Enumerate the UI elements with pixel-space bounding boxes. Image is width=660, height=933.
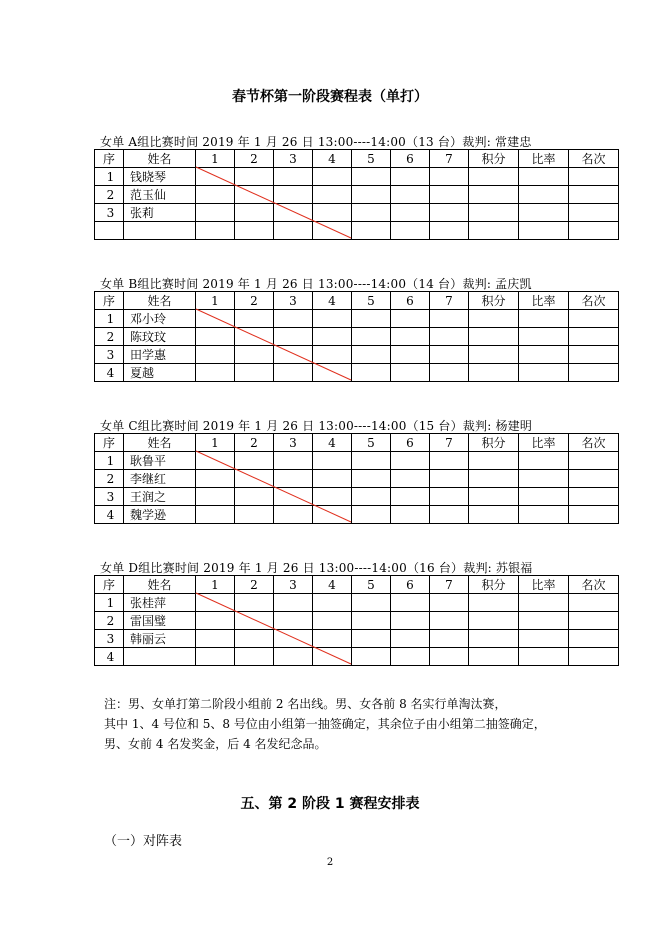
score-cell [352, 452, 391, 470]
score-cell [391, 186, 430, 204]
score-cell [313, 506, 352, 524]
score-cell [469, 648, 519, 666]
score-cell [196, 346, 235, 364]
column-header: 1 [196, 292, 235, 310]
column-header: 积分 [469, 434, 519, 452]
score-cell [196, 168, 235, 186]
score-cell [313, 204, 352, 222]
score-cell [235, 594, 274, 612]
score-cell [352, 648, 391, 666]
column-header: 4 [313, 434, 352, 452]
score-cell [430, 630, 469, 648]
column-header: 5 [352, 292, 391, 310]
group-a-table [94, 149, 619, 240]
score-cell [519, 630, 569, 648]
seq-cell: 1 [95, 310, 124, 328]
table-row [95, 310, 619, 328]
group-c-header: 女单 C组比赛时间 2019 年 1 月 26 日 13:00----14:00（15 台）裁判: 杨建明 [100, 419, 533, 433]
sub-title: （一）对阵表 [104, 834, 183, 849]
column-header: 7 [430, 576, 469, 594]
column-header: 6 [391, 434, 430, 452]
column-header: 7 [430, 292, 469, 310]
score-cell [519, 506, 569, 524]
note-line-1: 注：男、女单打第二阶段小组前 2 名出线。男、女各前 8 名实行单淘汰赛， [104, 697, 507, 711]
score-cell [569, 612, 619, 630]
score-cell [196, 204, 235, 222]
score-cell [196, 222, 235, 240]
score-cell [235, 186, 274, 204]
score-cell [235, 168, 274, 186]
seq-cell: 2 [95, 328, 124, 346]
column-header: 4 [313, 576, 352, 594]
seq-cell: 3 [95, 204, 124, 222]
player-name-cell: 范玉仙 [124, 186, 196, 204]
score-cell [235, 328, 274, 346]
column-header: 比率 [519, 434, 569, 452]
score-cell [196, 186, 235, 204]
player-name-cell: 雷国璧 [124, 612, 196, 630]
score-cell [274, 310, 313, 328]
score-cell [352, 470, 391, 488]
score-cell [352, 328, 391, 346]
score-cell [569, 452, 619, 470]
score-cell [352, 612, 391, 630]
score-cell [569, 222, 619, 240]
column-header: 名次 [569, 576, 619, 594]
score-cell [519, 222, 569, 240]
column-header: 名次 [569, 434, 619, 452]
score-cell [196, 328, 235, 346]
score-cell [391, 452, 430, 470]
score-cell [196, 488, 235, 506]
column-header: 2 [235, 292, 274, 310]
score-cell [391, 328, 430, 346]
player-name-cell: 韩丽云 [124, 630, 196, 648]
column-header: 5 [352, 150, 391, 168]
score-cell [519, 594, 569, 612]
player-name-cell: 陈玟玟 [124, 328, 196, 346]
seq-cell: 4 [95, 648, 124, 666]
score-cell [391, 168, 430, 186]
score-cell [391, 364, 430, 382]
seq-cell: 1 [95, 452, 124, 470]
score-cell [469, 364, 519, 382]
score-cell [569, 488, 619, 506]
score-cell [469, 204, 519, 222]
score-cell [313, 310, 352, 328]
column-header: 7 [430, 434, 469, 452]
score-cell [352, 310, 391, 328]
player-name-cell: 王润之 [124, 488, 196, 506]
score-cell [469, 310, 519, 328]
column-header: 积分 [469, 292, 519, 310]
score-cell [519, 186, 569, 204]
score-cell [313, 594, 352, 612]
score-cell [196, 630, 235, 648]
column-header: 比率 [519, 150, 569, 168]
score-cell [313, 452, 352, 470]
column-header: 名次 [569, 150, 619, 168]
score-cell [430, 310, 469, 328]
player-name-cell: 夏越 [124, 364, 196, 382]
score-cell [469, 630, 519, 648]
score-cell [274, 346, 313, 364]
column-header: 序 [95, 576, 124, 594]
table-header-row [95, 292, 619, 310]
score-cell [519, 452, 569, 470]
score-cell [391, 630, 430, 648]
score-cell [469, 488, 519, 506]
score-cell [519, 328, 569, 346]
score-cell [519, 168, 569, 186]
score-cell [235, 364, 274, 382]
score-cell [569, 204, 619, 222]
score-cell [274, 648, 313, 666]
player-name-cell [124, 648, 196, 666]
column-header: 3 [274, 150, 313, 168]
score-cell [469, 346, 519, 364]
score-cell [469, 328, 519, 346]
score-cell [519, 488, 569, 506]
score-cell [519, 204, 569, 222]
score-cell [569, 310, 619, 328]
column-header: 7 [430, 150, 469, 168]
table-row [95, 364, 619, 382]
score-cell [430, 506, 469, 524]
score-cell [235, 630, 274, 648]
score-cell [569, 594, 619, 612]
score-cell [352, 222, 391, 240]
column-header: 1 [196, 434, 235, 452]
table-row [95, 594, 619, 612]
seq-cell: 1 [95, 594, 124, 612]
score-cell [469, 222, 519, 240]
seq-cell: 1 [95, 168, 124, 186]
score-cell [391, 488, 430, 506]
score-cell [196, 648, 235, 666]
player-name-cell: 田学惠 [124, 346, 196, 364]
score-cell [196, 364, 235, 382]
score-cell [430, 470, 469, 488]
table-header-row [95, 576, 619, 594]
score-cell [519, 346, 569, 364]
score-cell [235, 222, 274, 240]
score-cell [235, 470, 274, 488]
section-title: 五、第 2 阶段 1 赛程安排表 [240, 796, 420, 812]
score-cell [196, 452, 235, 470]
score-cell [274, 452, 313, 470]
score-cell [430, 488, 469, 506]
group-a-header: 女单 A组比赛时间 2019 年 1 月 26 日 13:00----14:00（13 台）裁判: 常建忠 [100, 135, 532, 149]
score-cell [430, 612, 469, 630]
score-cell [430, 594, 469, 612]
score-cell [569, 328, 619, 346]
table-row [95, 328, 619, 346]
column-header: 6 [391, 150, 430, 168]
column-header: 1 [196, 150, 235, 168]
score-cell [352, 186, 391, 204]
score-cell [196, 612, 235, 630]
column-header: 比率 [519, 576, 569, 594]
score-cell [235, 648, 274, 666]
table-row [95, 470, 619, 488]
score-cell [274, 506, 313, 524]
table-header-row [95, 434, 619, 452]
column-header: 4 [313, 292, 352, 310]
score-cell [469, 186, 519, 204]
score-cell [569, 168, 619, 186]
score-cell [519, 612, 569, 630]
score-cell [519, 364, 569, 382]
score-cell [235, 346, 274, 364]
score-cell [313, 346, 352, 364]
score-cell [569, 506, 619, 524]
seq-cell: 2 [95, 186, 124, 204]
score-cell [313, 222, 352, 240]
score-cell [391, 612, 430, 630]
column-header: 4 [313, 150, 352, 168]
seq-cell: 4 [95, 364, 124, 382]
score-cell [235, 452, 274, 470]
score-cell [391, 506, 430, 524]
score-cell [519, 648, 569, 666]
group-d-header: 女单 D组比赛时间 2019 年 1 月 26 日 13:00----14:00（16 台）裁判: 苏银福 [100, 561, 533, 575]
score-cell [313, 612, 352, 630]
seq-cell: 2 [95, 612, 124, 630]
column-header: 比率 [519, 292, 569, 310]
player-name-cell: 邓小玲 [124, 310, 196, 328]
score-cell [313, 186, 352, 204]
score-cell [352, 594, 391, 612]
score-cell [469, 506, 519, 524]
score-cell [196, 310, 235, 328]
score-cell [430, 452, 469, 470]
score-cell [274, 594, 313, 612]
score-cell [391, 648, 430, 666]
seq-cell: 3 [95, 488, 124, 506]
score-cell [313, 630, 352, 648]
player-name-cell: 张莉 [124, 204, 196, 222]
page-number: 2 [326, 857, 334, 868]
column-header: 姓名 [124, 150, 196, 168]
score-cell [352, 168, 391, 186]
score-cell [569, 186, 619, 204]
score-cell [469, 594, 519, 612]
score-cell [569, 346, 619, 364]
column-header: 序 [95, 434, 124, 452]
score-cell [519, 310, 569, 328]
score-cell [274, 222, 313, 240]
score-cell [313, 488, 352, 506]
score-cell [430, 222, 469, 240]
group-b-table [94, 291, 619, 382]
table-row [95, 612, 619, 630]
column-header: 序 [95, 150, 124, 168]
score-cell [235, 506, 274, 524]
score-cell [196, 506, 235, 524]
group-b-header: 女单 B组比赛时间 2019 年 1 月 26 日 13:00----14:00（14 台）裁判: 孟庆凯 [100, 277, 532, 291]
score-cell [430, 186, 469, 204]
column-header: 积分 [469, 576, 519, 594]
score-cell [274, 328, 313, 346]
note-line-3: 男、女前 4 名发奖金，后 4 名发纪念品。 [104, 737, 327, 751]
score-cell [469, 470, 519, 488]
table-row [95, 648, 619, 666]
column-header: 姓名 [124, 292, 196, 310]
score-cell [274, 488, 313, 506]
score-cell [352, 204, 391, 222]
score-cell [274, 612, 313, 630]
score-cell [469, 168, 519, 186]
score-cell [391, 470, 430, 488]
table-row [95, 168, 619, 186]
score-cell [391, 346, 430, 364]
table-row [95, 488, 619, 506]
score-cell [430, 346, 469, 364]
seq-cell [95, 222, 124, 240]
score-cell [274, 168, 313, 186]
column-header: 6 [391, 292, 430, 310]
seq-cell: 3 [95, 346, 124, 364]
score-cell [274, 186, 313, 204]
column-header: 5 [352, 576, 391, 594]
note [104, 694, 624, 754]
score-cell [274, 204, 313, 222]
score-cell [235, 488, 274, 506]
table-row [95, 506, 619, 524]
column-header: 1 [196, 576, 235, 594]
score-cell [352, 506, 391, 524]
group-d-table [94, 575, 619, 666]
score-cell [569, 470, 619, 488]
score-cell [430, 168, 469, 186]
page-title: 春节杯第一阶段赛程表（单打） [232, 89, 428, 105]
group-c-table [94, 433, 619, 524]
column-header: 3 [274, 434, 313, 452]
score-cell [313, 648, 352, 666]
score-cell [469, 452, 519, 470]
score-cell [196, 594, 235, 612]
player-name-cell: 钱晓琴 [124, 168, 196, 186]
player-name-cell: 张桂萍 [124, 594, 196, 612]
score-cell [430, 364, 469, 382]
column-header: 名次 [569, 292, 619, 310]
note-line-2: 其中 1、4 号位和 5、8 号位由小组第一抽签确定，其余位子由小组第二抽签确定， [104, 717, 546, 731]
table-row [95, 346, 619, 364]
score-cell [469, 612, 519, 630]
column-header: 2 [235, 434, 274, 452]
column-header: 序 [95, 292, 124, 310]
column-header: 2 [235, 576, 274, 594]
score-cell [274, 364, 313, 382]
score-cell [519, 470, 569, 488]
table-row [95, 630, 619, 648]
score-cell [391, 204, 430, 222]
column-header: 3 [274, 576, 313, 594]
score-cell [430, 204, 469, 222]
score-cell [313, 470, 352, 488]
score-cell [569, 648, 619, 666]
column-header: 姓名 [124, 434, 196, 452]
player-name-cell: 魏学逊 [124, 506, 196, 524]
column-header: 6 [391, 576, 430, 594]
score-cell [569, 364, 619, 382]
column-header: 积分 [469, 150, 519, 168]
score-cell [430, 328, 469, 346]
seq-cell: 2 [95, 470, 124, 488]
table-row [95, 452, 619, 470]
column-header: 2 [235, 150, 274, 168]
score-cell [352, 488, 391, 506]
score-cell [235, 310, 274, 328]
score-cell [313, 168, 352, 186]
score-cell [196, 470, 235, 488]
player-name-cell: 李继红 [124, 470, 196, 488]
column-header: 姓名 [124, 576, 196, 594]
table-row [95, 222, 619, 240]
score-cell [391, 594, 430, 612]
score-cell [235, 612, 274, 630]
score-cell [235, 204, 274, 222]
score-cell [274, 470, 313, 488]
table-row [95, 186, 619, 204]
table-row [95, 204, 619, 222]
score-cell [430, 648, 469, 666]
player-name-cell [124, 222, 196, 240]
score-cell [313, 364, 352, 382]
table-header-row [95, 150, 619, 168]
score-cell [274, 630, 313, 648]
score-cell [391, 310, 430, 328]
seq-cell: 4 [95, 506, 124, 524]
column-header: 5 [352, 434, 391, 452]
seq-cell: 3 [95, 630, 124, 648]
score-cell [352, 364, 391, 382]
score-cell [569, 630, 619, 648]
score-cell [313, 328, 352, 346]
score-cell [352, 630, 391, 648]
player-name-cell: 耿鲁平 [124, 452, 196, 470]
score-cell [352, 346, 391, 364]
column-header: 3 [274, 292, 313, 310]
score-cell [391, 222, 430, 240]
